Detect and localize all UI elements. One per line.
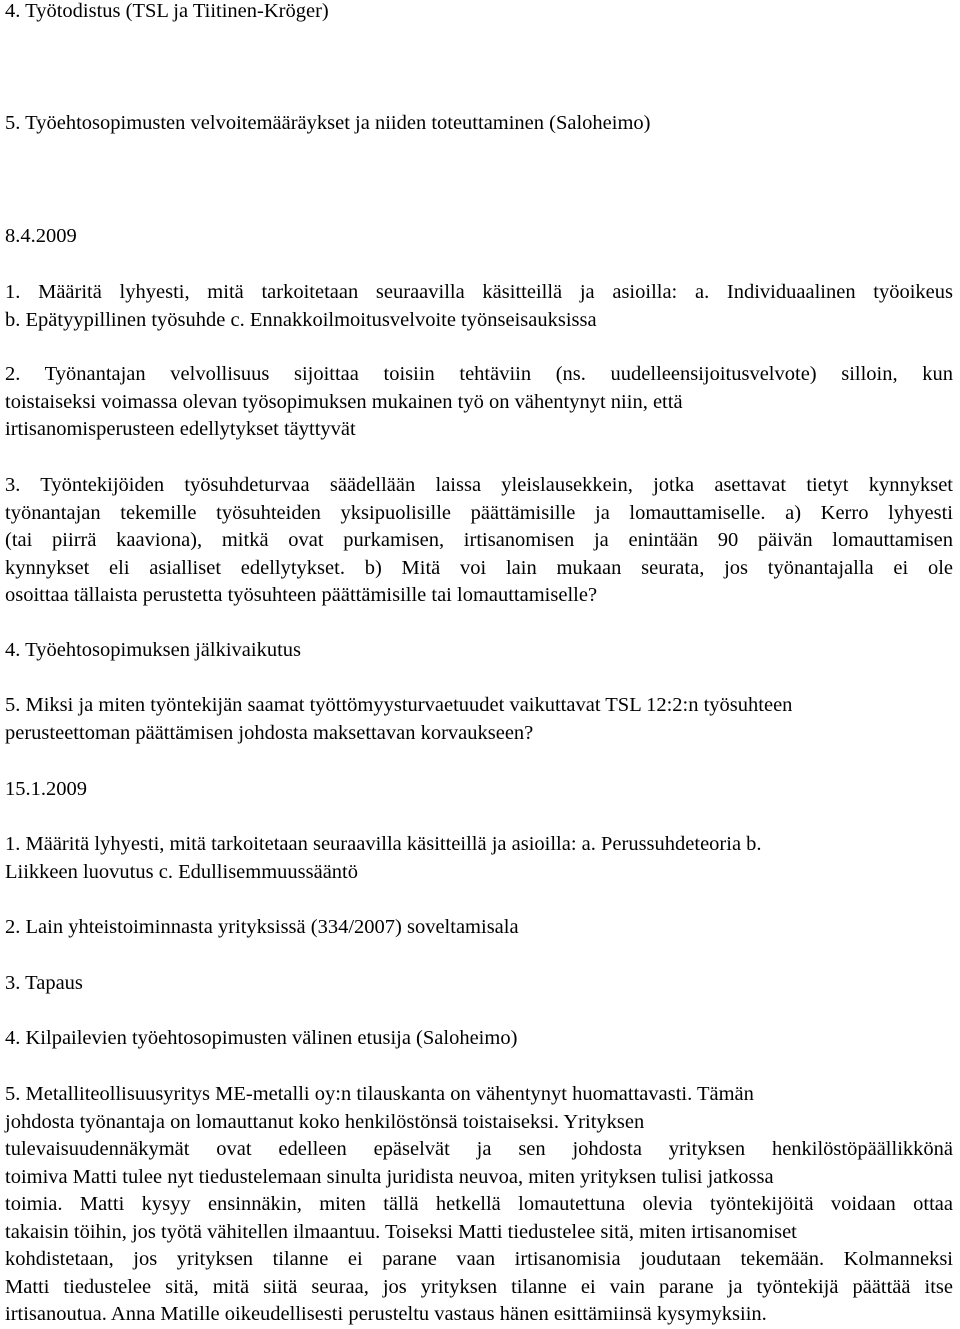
text-line: perusteettoman päättämisen johdosta maksettavan korvaukseen?	[5, 721, 534, 744]
date-heading	[5, 776, 953, 804]
text-line: 15.1.2009	[5, 778, 87, 800]
text-line: tulevaisuudennäkymät ovat edelleen epäselvät ja sen johdosta yrityksen henkilöstöpäällikkönä	[5, 1138, 953, 1160]
text-line: 4. Työehtosopimuksen jälkivaikutus	[5, 639, 301, 661]
text-line: 5. Miksi ja miten työntekijän saamat työttömyysturvaetuudet vaikuttavat TSL 12:2:n työsuhteen	[5, 694, 793, 716]
question-3	[5, 970, 953, 998]
date-heading	[5, 223, 953, 251]
text-line: 5. Työehtosopimusten velvoitemääräykset ja niiden toteuttaminen (Saloheimo)	[5, 112, 651, 134]
question-3	[5, 472, 953, 610]
text-line: Matti tiedustelee sitä, mitä siitä seuraa, jos yrityksen tilanne ei vain parane ja työntekijä päättää itse	[5, 1275, 953, 1298]
text-line: työnantajan tekemille työsuhteiden yksipuolisille päättämisille ja lomauttamiselle. a) Kerro lyhyesti	[5, 501, 953, 524]
text-line: 4. Kilpailevien työehtosopimusten välinen etusija (Saloheimo)	[5, 1027, 518, 1049]
text-line: Liikkeen luovutus c. Edullisemmuussääntö	[5, 860, 359, 883]
text-line: b. Epätyypillinen työsuhde c. Ennakkoilmoitusvelvoite työnseisauksissa	[5, 308, 597, 331]
question-4	[5, 1025, 953, 1053]
text-line: 5. Metalliteollisuusyritys ME-metalli oy:n tilauskanta on vähentynyt huomattavasti. Tämän	[5, 1083, 754, 1105]
text-line: johdosta työnantaja on lomauttanut koko henkilöstönsä toistaiseksi. Yrityksen	[5, 1110, 645, 1133]
text-line: (tai piirrä kaaviona), mitkä ovat purkamisen, irtisanomisen ja enintään 90 päivän lomauttamisen	[5, 529, 953, 551]
text-line: kohdistetaan, jos yrityksen tilanne ei parane vaan irtisanomisia joudutaan tekemään. Kolmanneksi	[5, 1248, 953, 1270]
item-work-certificate	[5, 0, 953, 26]
text-line: 4. Työtodistus (TSL ja Tiitinen-Kröger)	[5, 0, 329, 22]
text-line: 1. Määritä lyhyesti, mitä tarkoitetaan seuraavilla käsitteillä ja asioilla: a. Perussuhdeteoria b.	[5, 833, 762, 855]
text-line: 8.4.2009	[5, 225, 77, 247]
question-2	[5, 361, 953, 444]
text-line: irtisanoutua. Anna Matille oikeudellisesti perusteltu vastaus hänen esittämiinsä kysymyksiin.	[5, 1303, 767, 1325]
text-line: kynnykset eli asialliset edellytykset. b) Mitä voi lain mukaan seurata, jos työnantajalla ei ole	[5, 556, 953, 579]
text-line: 2. Työnantajan velvollisuus sijoittaa toisiin tehtäviin (ns. uudelleensijoitusvelvote) silloin, kun	[5, 363, 953, 385]
text-line: 1. Määritä lyhyesti, mitä tarkoitetaan seuraavilla käsitteillä ja asioilla: a. Individuaalinen työoikeus	[5, 281, 953, 303]
text-line: 3. Työntekijöiden työsuhdeturvaa säädellään laissa yleislausekkein, jotka asettavat tietyt kynnykset	[5, 474, 953, 496]
question-2	[5, 914, 953, 942]
text-line: toimia. Matti kysyy ensinnäkin, miten tällä hetkellä lomautettuna olevia työntekijöitä voidaan ottaa	[5, 1193, 953, 1215]
text-line: 2. Lain yhteistoiminnasta yrityksissä (334/2007) soveltamisala	[5, 916, 519, 938]
text-line: irtisanomisperusteen edellytykset täyttyvät	[5, 418, 356, 440]
text-line: toimiva Matti tulee nyt tiedustelemaan sinulta juridista neuvoa, miten yrityksen tulisi jatkossa	[5, 1165, 774, 1188]
text-line: 3. Tapaus	[5, 972, 83, 994]
question-1	[5, 831, 953, 886]
question-1	[5, 279, 953, 334]
question-4	[5, 637, 953, 665]
text-line: toistaiseksi voimassa olevan työsopimuksen mukainen työ on vähentynyt niin, että	[5, 390, 683, 413]
text-line: takaisin töihin, jos työtä vähitellen ilmaantuu. Toiseksi Matti tiedustelee sitä, miten irtisanomiset	[5, 1220, 797, 1243]
item-collective-agreement-obligations	[5, 110, 953, 138]
question-5	[5, 1081, 953, 1329]
question-5	[5, 692, 953, 747]
text-line: osoittaa tällaista perustetta työsuhteen päättämisille tai lomauttamiselle?	[5, 584, 598, 606]
